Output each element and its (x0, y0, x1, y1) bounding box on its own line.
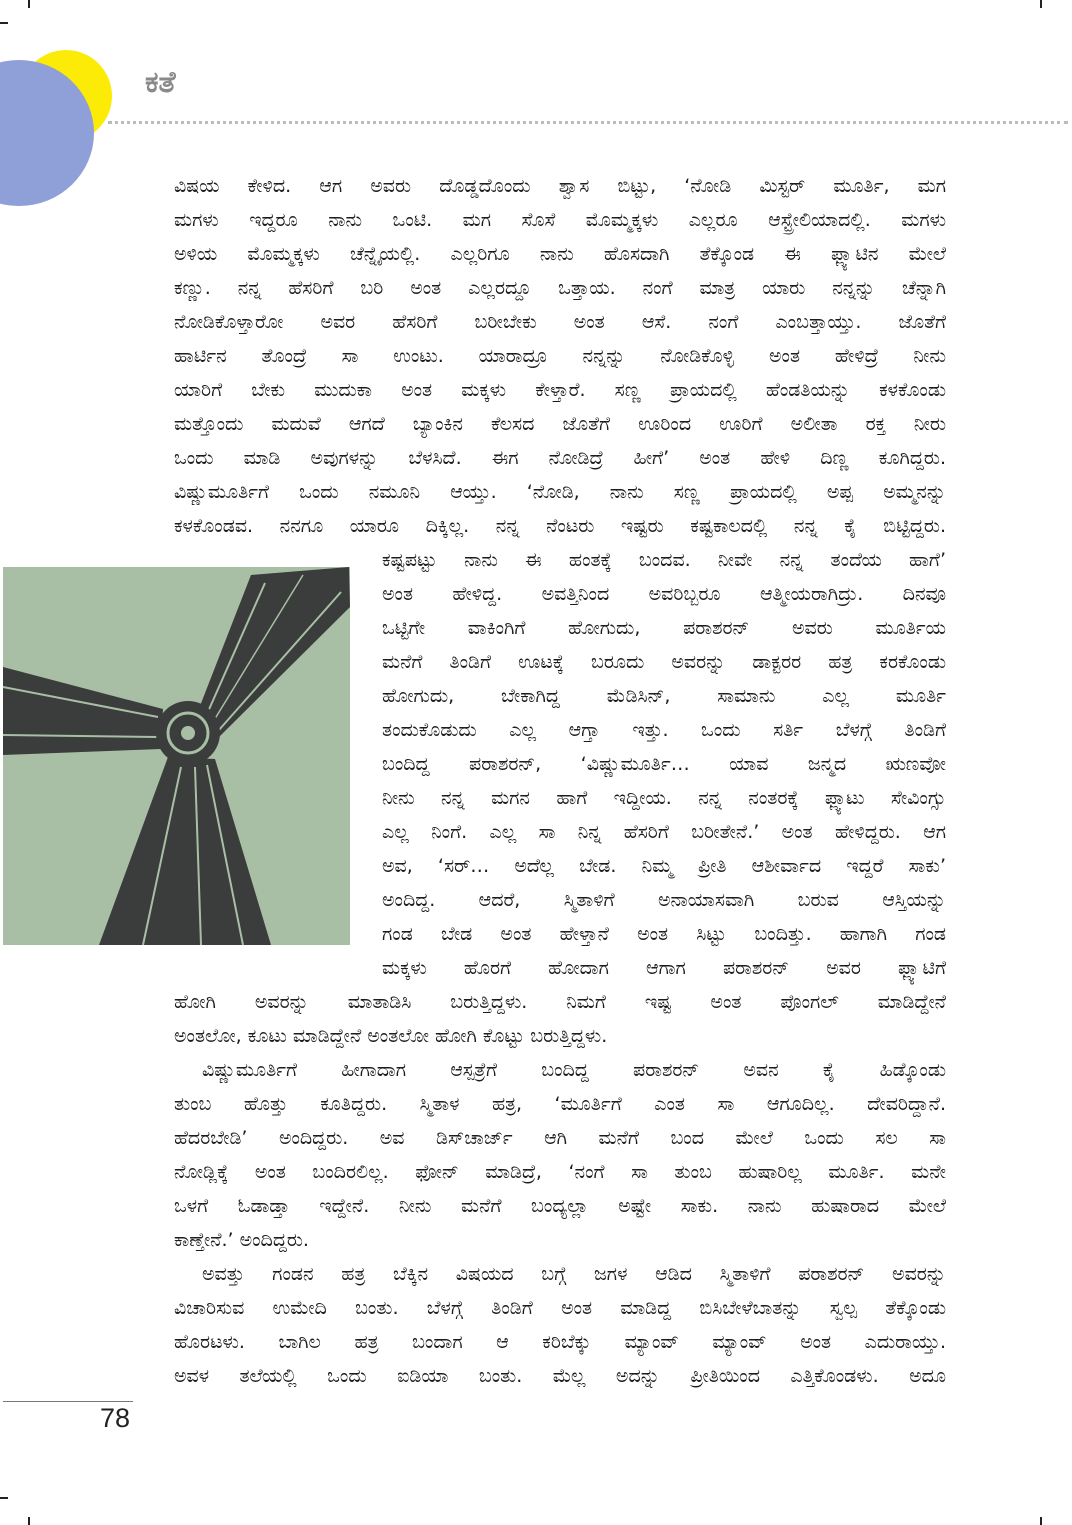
text-line: ಅಳಿಯ ಮೊಮ್ಮಕ್ಕಳು ಚೆನ್ನೈಯಲ್ಲಿ. ಎಲ್ಲರಿಗೂ ನಾನು ಹೊಸದಾಗಿ ತೆಕ್ಕೊಂಡ ಈ ಫ್ಲ್ಯಾಟಿನ ಮೇಲೆ (174, 243, 946, 265)
text-line: ನೀನು ನನ್ನ ಮಗನ ಹಾಗೆ ಇದ್ದೀಯ. ನನ್ನ ನಂತರಕ್ಕೆ ಫ್ಲ್ಯಾಟು ಸೇವಿಂಗ್ಸು (382, 787, 946, 809)
text-line: ಕಳಕೊಂಡವ. ನನಗೂ ಯಾರೂ ದಿಕ್ಕಿಲ್ಲ. ನನ್ನ ನೆಂಟರು ಇಷ್ಟರು ಕಷ್ಟಕಾಲದಲ್ಲಿ ನನ್ನ ಕೈ ಬಿಟ್ಟಿದ್ದರು. (174, 515, 946, 537)
text-line: ಯಾರಿಗೆ ಬೇಕು ಮುದುಕಾ ಅಂತ ಮಕ್ಕಳು ಕೇಳ್ತಾರೆ. ಸಣ್ಣ ಪ್ರಾಯದಲ್ಲಿ ಹೆಂಡತಿಯನ್ನು ಕಳಕೊಂಡು (174, 379, 946, 401)
text-line: ಮಕ್ಕಳು ಹೊರಗೆ ಹೋದಾಗ ಆಗಾಗ ಪರಾಶರನ್ ಅವರ ಫ್ಲ್ಯಾಟಿಗೆ (382, 957, 946, 979)
text-line: ಮಗಳು ಇದ್ದರೂ ನಾನು ಒಂಟಿ. ಮಗ ಸೊಸೆ ಮೊಮ್ಮಕ್ಕಳು ಎಲ್ಲರೂ ಆಸ್ಟ್ರೇಲಿಯಾದಲ್ಲಿ. ಮಗಳು (174, 209, 946, 231)
text-line: ಹೆದರಬೇಡಿ’ ಅಂದಿದ್ದರು. ಅವ ಡಿಸ್‌ಚಾರ್ಜ್ ಆಗಿ ಮನೆಗೆ ಬಂದ ಮೇಲೆ ಒಂದು ಸಲ ಸಾ (174, 1127, 946, 1149)
text-line: ವಿಚಾರಿಸುವ ಉಮೇದಿ ಬಂತು. ಬೆಳಗ್ಗೆ ತಿಂಡಿಗೆ ಅಂತ ಮಾಡಿದ್ದ ಬಿಸಿಬೇಳೆಬಾತನ್ನು ಸ್ವಲ್ಪ ತೆಕ್ಕೊಂಡು (174, 1297, 946, 1319)
text-line: ಅವತ್ತು ಗಂಡನ ಹತ್ರ ಬೆಕ್ಕಿನ ವಿಷಯದ ಬಗ್ಗೆ ಜಗಳ ಆಡಿದ ಸ್ಮಿತಾಳಿಗೆ ಪರಾಶರನ್ ಅವರನ್ನು (202, 1263, 946, 1285)
text-line: ನೋಡ್ಲಿಕ್ಕೆ ಅಂತ ಬಂದಿರಲಿಲ್ಲ. ಫೋನ್ ಮಾಡಿದ್ರೆ, ‘ನಂಗೆ ಸಾ ತುಂಬ ಹುಷಾರಿಲ್ಲ ಮೂರ್ತಿ. ಮನೇ (174, 1161, 946, 1183)
text-line: ಕಣ್ಣು. ನನ್ನ ಹೆಸರಿಗೆ ಬರಿ ಅಂತ ಎಲ್ಲರದ್ದೂ ಒತ್ತಾಯ. ನಂಗೆ ಮಾತ್ರ ಯಾರು ನನ್ನನ್ನು ಚೆನ್ನಾಗಿ (174, 277, 946, 299)
section-label: ಕತೆ (145, 65, 176, 100)
text-line: ಅಂತಲೋ, ಕೂಟು ಮಾಡಿದ್ದೇನೆ ಅಂತಲೋ ಹೋಗಿ ಕೊಟ್ಟು ಬರುತ್ತಿದ್ದಳು. (174, 1025, 608, 1047)
text-line: ತಂದುಕೊಡುದು ಎಲ್ಲ ಆಗ್ತಾ ಇತ್ತು. ಒಂದು ಸರ್ತಿ ಬೆಳಗ್ಗೆ ತಿಂಡಿಗೆ (382, 719, 946, 741)
text-line: ಎಲ್ಲ ನಿಂಗೆ. ಎಲ್ಲ ಸಾ ನಿನ್ನ ಹೆಸರಿಗೆ ಬರೀತೇನೆ.’ ಅಂತ ಹೇಳಿದ್ದರು. ಆಗ (382, 821, 946, 843)
text-line: ತುಂಬ ಹೊತ್ತು ಕೂತಿದ್ದರು. ಸ್ಮಿತಾಳ ಹತ್ರ, ‘ಮೂರ್ತಿಗೆ ಎಂತ ಸಾ ಆಗೂದಿಲ್ಲ. ದೇವರಿದ್ದಾನೆ. (174, 1093, 946, 1115)
text-line: ಅಂತ ಹೇಳಿದ್ದ. ಅವತ್ತಿನಿಂದ ಅವರಿಬ್ಬರೂ ಆತ್ಮೀಯರಾಗಿದ್ರು. ದಿನವೂ (382, 583, 946, 605)
text-line: ವಿಷ್ಣುಮೂರ್ತಿಗೆ ಹೀಗಾದಾಗ ಆಸ್ಪತ್ರೆಗೆ ಬಂದಿದ್ದ ಪರಾಶರನ್ ಅವನ ಕೈ ಹಿಡ್ಕೊಂಡು (202, 1059, 946, 1081)
text-line: ಹಾರ್ಟಿನ ತೊಂದ್ರೆ ಸಾ ಉಂಟು. ಯಾರಾದ್ರೂ ನನ್ನನ್ನು ನೋಡಿಕೊಳ್ಳಿ ಅಂತ ಹೇಳಿದ್ರೆ ನೀನು (174, 345, 946, 367)
text-line: ಹೊರಟಳು. ಬಾಗಿಲ ಹತ್ರ ಬಂದಾಗ ಆ ಕರಿಬೆಕ್ಕು ಮ್ಯಾಂವ್ ಮ್ಯಾಂವ್ ಅಂತ ಎದುರಾಯ್ತು. (174, 1331, 946, 1353)
text-line: ಮನೆಗೆ ತಿಂಡಿಗೆ ಊಟಕ್ಕೆ ಬರೂದು ಅವರನ್ನು ಡಾಕ್ಟರರ ಹತ್ರ ಕರಕೊಂಡು (382, 651, 946, 673)
text-line: ಬಂದಿದ್ದ ಪರಾಶರನ್, ‘ವಿಷ್ಣುಮೂರ್ತಿ… ಯಾವ ಜನ್ಮದ ಋಣವೋ (382, 753, 946, 775)
page-number: 78 (100, 1403, 131, 1433)
text-line: ವಿಷ್ಣುಮೂರ್ತಿಗೆ ಒಂದು ನಮೂನಿ ಆಯ್ತು. ‘ನೋಡಿ, ನಾನು ಸಣ್ಣ ಪ್ರಾಯದಲ್ಲಿ ಅಪ್ಪ ಅಮ್ಮನನ್ನು (174, 481, 946, 503)
text-line: ಕಷ್ಟಪಟ್ಟು ನಾನು ಈ ಹಂತಕ್ಕೆ ಬಂದವ. ನೀವೇ ನನ್ನ ತಂದೆಯ ಹಾಗೆ’ (382, 549, 946, 571)
text-line: ಅಂದಿದ್ದ. ಆದರೆ, ಸ್ಮಿತಾಳಿಗೆ ಅನಾಯಾಸವಾಗಿ ಬರುವ ಆಸ್ತಿಯನ್ನು (382, 889, 946, 911)
text-line: ಒಳಗೆ ಓಡಾಡ್ತಾ ಇದ್ದೇನೆ. ನೀನು ಮನೆಗೆ ಬಂದ್ಯಲ್ಲಾ ಅಷ್ಟೇ ಸಾಕು. ನಾನು ಹುಷಾರಾದ ಮೇಲೆ (174, 1195, 946, 1217)
text-line: ಮತ್ತೊಂದು ಮದುವೆ ಆಗದೆ ಬ್ಯಾಂಕಿನ ಕೆಲಸದ ಜೊತೆಗೆ ಊರಿಂದ ಊರಿಗೆ ಅಲೀತಾ ರಕ್ತ ನೀರು (174, 413, 946, 435)
text-line: ಕಾಣ್ತೇನೆ.’ ಅಂದಿದ್ದರು. (174, 1229, 309, 1251)
text-line: ಅವ, ‘ಸರ್… ಅದೆಲ್ಲ ಬೇಡ. ನಿಮ್ಮ ಪ್ರೀತಿ ಆಶೀರ್ವಾದ ಇದ್ದರೆ ಸಾಕು’ (382, 855, 946, 877)
text-line: ಅವಳ ತಲೆಯಲ್ಲಿ ಒಂದು ಐಡಿಯಾ ಬಂತು. ಮೆಲ್ಲ ಅದನ್ನು ಪ್ರೀತಿಯಿಂದ ಎತ್ತಿಕೊಂಡಳು. ಅದೂ (174, 1365, 946, 1387)
text-line: ಒಟ್ಟಿಗೇ ವಾಕಿಂಗಿಗೆ ಹೋಗುದು, ಪರಾಶರನ್ ಅವರು ಮೂರ್ತಿಯ (382, 617, 946, 639)
text-line: ಗಂಡ ಬೇಡ ಅಂತ ಹೇಳ್ತಾನೆ ಅಂತ ಸಿಟ್ಟು ಬಂದಿತ್ತು. ಹಾಗಾಗಿ ಗಂಡ (382, 923, 946, 945)
text-line: ವಿಷಯ ಕೇಳಿದ. ಆಗ ಅವರು ದೊಡ್ಡದೊಂದು ಶ್ವಾಸ ಬಿಟ್ಟು, ‘ನೋಡಿ ಮಿಸ್ಟರ್ ಮೂರ್ತಿ, ಮಗ (174, 175, 946, 197)
text-line: ಹೋಗಿ ಅವರನ್ನು ಮಾತಾಡಿಸಿ ಬರುತ್ತಿದ್ದಳು. ನಿಮಗೆ ಇಷ್ಟ ಅಂತ ಪೊಂಗಲ್ ಮಾಡಿದ್ದೇನೆ (174, 991, 946, 1013)
text-line: ಒಂದು ಮಾಡಿ ಅವುಗಳನ್ನು ಬೆಳಸಿದೆ. ಈಗ ನೋಡಿದ್ರೆ ಹೀಗೆ’ ಅಂತ ಹೇಳಿ ದಿಣ್ಣ ಕೂಗಿದ್ದರು. (174, 447, 946, 469)
text-line: ಹೋಗುದು, ಬೇಕಾಗಿದ್ದ ಮೆಡಿಸಿನ್, ಸಾಮಾನು ಎಲ್ಲ ಮೂರ್ತಿ (382, 685, 946, 707)
text-line: ನೋಡಿಕೊಳ್ತಾರೋ ಅವರ ಹೆಸರಿಗೆ ಬರೀಬೇಕು ಅಂತ ಆಸೆ. ನಂಗೆ ಎಂಬತ್ತಾಯ್ತು. ಜೊತೆಗೆ (174, 311, 946, 333)
